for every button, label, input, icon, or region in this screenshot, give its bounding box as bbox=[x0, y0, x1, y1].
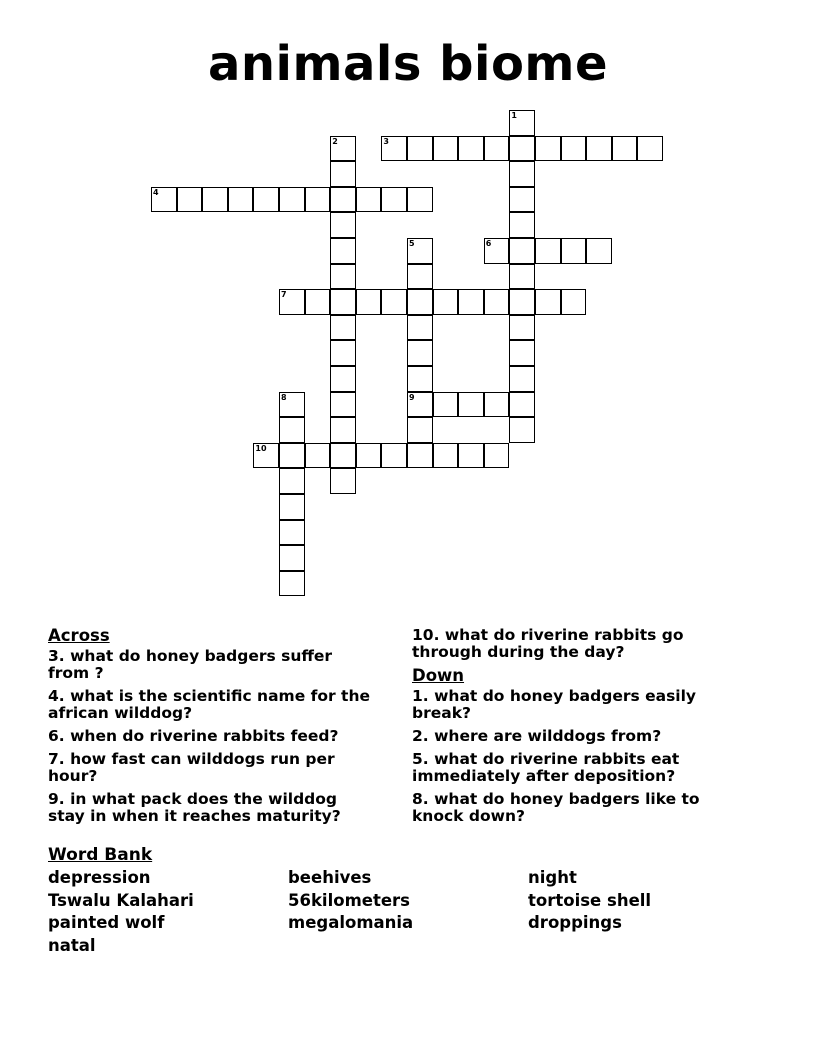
clue-item-text: what do honey badgers easily break? bbox=[412, 687, 697, 722]
grid-cell[interactable] bbox=[407, 187, 433, 213]
down-heading: Down bbox=[412, 666, 465, 685]
grid-cell[interactable] bbox=[381, 289, 407, 315]
grid-cell[interactable] bbox=[407, 264, 433, 290]
grid-cell[interactable] bbox=[305, 443, 331, 469]
clue-item bbox=[48, 791, 378, 825]
word-bank-item: tortoise shell bbox=[528, 890, 652, 910]
clue-item-text: in what pack does the wilddog stay in when it reaches maturity? bbox=[48, 790, 341, 825]
clue-item-text: what is the scientific name for the african wilddog? bbox=[48, 687, 371, 722]
word-bank-item: beehives bbox=[288, 868, 372, 887]
grid-cell[interactable] bbox=[330, 366, 356, 392]
grid-cell[interactable] bbox=[356, 187, 382, 213]
clues-right-column bbox=[412, 627, 742, 831]
grid-cell[interactable] bbox=[407, 289, 433, 315]
grid-cell[interactable] bbox=[305, 289, 331, 315]
word-bank-item: depression bbox=[48, 868, 151, 887]
grid-cell[interactable] bbox=[509, 289, 535, 315]
grid-cell[interactable] bbox=[433, 443, 459, 469]
clue-number: 10 bbox=[255, 443, 267, 453]
grid-cell[interactable] bbox=[561, 238, 587, 264]
clue-item bbox=[48, 728, 378, 745]
grid-cell[interactable] bbox=[202, 187, 228, 213]
word-bank-item: night bbox=[528, 868, 577, 887]
grid-cell[interactable] bbox=[381, 187, 407, 213]
grid-cell[interactable] bbox=[279, 571, 305, 597]
grid-cell[interactable] bbox=[356, 289, 382, 315]
grid-cell[interactable] bbox=[407, 136, 433, 162]
grid-cell[interactable] bbox=[509, 212, 535, 238]
grid-cell[interactable] bbox=[330, 417, 356, 443]
clue-item-number: 5. bbox=[412, 750, 429, 768]
clue-number: 4 bbox=[153, 187, 159, 197]
word-bank-item: Tswalu Kalahari bbox=[48, 890, 194, 910]
across-heading: Across bbox=[48, 626, 110, 645]
grid-cell[interactable] bbox=[561, 289, 587, 315]
clue-item-text: what do riverine rabbits go through during the day? bbox=[412, 626, 684, 661]
grid-cell[interactable] bbox=[253, 187, 279, 213]
clue-item-number: 3. bbox=[48, 647, 65, 665]
word-bank-item: 56kilometers bbox=[288, 890, 411, 910]
clue-item-number: 9. bbox=[48, 790, 65, 808]
word-bank-heading: Word Bank bbox=[48, 845, 153, 865]
grid-cell[interactable] bbox=[458, 289, 484, 315]
clue-item-number: 1. bbox=[412, 687, 429, 705]
grid-cell[interactable] bbox=[433, 136, 459, 162]
grid-cell[interactable] bbox=[484, 443, 510, 469]
clue-item-text: where are wilddogs from? bbox=[428, 727, 662, 745]
grid-cell[interactable] bbox=[535, 289, 561, 315]
grid-cell[interactable] bbox=[509, 366, 535, 392]
clue-number: 5 bbox=[409, 239, 415, 248]
clue-item-number: 7. bbox=[48, 750, 65, 768]
grid-cell[interactable] bbox=[509, 136, 535, 162]
grid-cell[interactable] bbox=[535, 136, 561, 162]
clue-item bbox=[412, 728, 742, 745]
grid-cell[interactable] bbox=[484, 136, 510, 162]
grid-cell[interactable] bbox=[330, 289, 356, 315]
grid-cell[interactable] bbox=[330, 392, 356, 418]
grid-cell[interactable] bbox=[330, 238, 356, 264]
grid-cell[interactable] bbox=[509, 315, 535, 341]
clue-item-number: 6. bbox=[48, 727, 65, 745]
word-bank bbox=[48, 845, 768, 957]
grid-cell[interactable] bbox=[433, 392, 459, 418]
grid-cell[interactable] bbox=[279, 187, 305, 213]
puzzle-title: animals biome bbox=[207, 36, 608, 92]
grid-cell[interactable] bbox=[330, 264, 356, 290]
grid-cell[interactable] bbox=[407, 340, 433, 366]
grid-cell[interactable] bbox=[177, 187, 203, 213]
grid-cell[interactable] bbox=[330, 468, 356, 494]
clue-number: 3 bbox=[383, 136, 389, 146]
clue-item bbox=[48, 648, 378, 682]
grid-cell[interactable] bbox=[509, 161, 535, 187]
grid-cell[interactable] bbox=[509, 238, 535, 264]
grid-cell[interactable] bbox=[381, 443, 407, 469]
grid-cell[interactable] bbox=[407, 417, 433, 443]
clue-item-text: when do riverine rabbits feed? bbox=[64, 727, 339, 745]
across-clue-list-continued bbox=[412, 627, 742, 661]
grid-cell[interactable] bbox=[279, 520, 305, 546]
grid-cell[interactable] bbox=[586, 238, 612, 264]
clue-item-number: 8. bbox=[412, 790, 429, 808]
grid-cell[interactable] bbox=[484, 392, 510, 418]
clue-number: 8 bbox=[281, 392, 287, 402]
grid-cell[interactable] bbox=[279, 468, 305, 494]
grid-cell[interactable] bbox=[279, 494, 305, 520]
grid-cell[interactable] bbox=[535, 238, 561, 264]
word-bank-item: natal bbox=[48, 935, 96, 955]
clue-item bbox=[412, 688, 742, 722]
grid-cell[interactable] bbox=[330, 161, 356, 187]
grid-cell[interactable] bbox=[228, 187, 254, 213]
grid-cell[interactable] bbox=[279, 545, 305, 571]
grid-cell[interactable] bbox=[509, 417, 535, 443]
clue-item-text: what do honey badgers like to knock down? bbox=[412, 790, 700, 825]
grid-cell[interactable] bbox=[433, 289, 459, 315]
clue-item-number: 4. bbox=[48, 687, 65, 705]
grid-cell[interactable] bbox=[407, 443, 433, 469]
word-bank-list bbox=[48, 867, 768, 957]
grid-cell[interactable] bbox=[330, 187, 356, 213]
grid-cell[interactable] bbox=[612, 136, 638, 162]
grid-cell[interactable] bbox=[330, 315, 356, 341]
grid-cell[interactable] bbox=[407, 315, 433, 341]
clue-item bbox=[412, 751, 742, 785]
word-bank-item: droppings bbox=[528, 913, 622, 932]
clue-item bbox=[412, 791, 742, 825]
clue-item bbox=[48, 688, 378, 722]
grid-cell[interactable] bbox=[458, 136, 484, 162]
word-bank-item: painted wolf bbox=[48, 913, 165, 932]
clue-item-number: 2. bbox=[412, 727, 429, 745]
clue-item-text: what do riverine rabbits eat immediately after deposition? bbox=[412, 750, 680, 785]
grid-cell[interactable] bbox=[509, 187, 535, 213]
grid-cell[interactable] bbox=[561, 136, 587, 162]
clue-item-text: what do honey badgers suffer from ? bbox=[48, 647, 333, 682]
clues-left-column bbox=[48, 627, 378, 831]
clue-item-text: how fast can wilddogs run per hour? bbox=[48, 750, 335, 785]
grid-cell[interactable] bbox=[586, 136, 612, 162]
grid-cell[interactable] bbox=[279, 443, 305, 469]
grid-cell[interactable] bbox=[509, 392, 535, 418]
clue-item-number: 10. bbox=[412, 626, 440, 644]
grid-cell[interactable] bbox=[330, 340, 356, 366]
grid-cell[interactable] bbox=[305, 187, 331, 213]
grid-cell[interactable] bbox=[458, 443, 484, 469]
grid-cell[interactable] bbox=[330, 212, 356, 238]
clue-number: 6 bbox=[485, 239, 492, 248]
grid-cell[interactable] bbox=[407, 366, 433, 392]
word-bank-item: megalomania bbox=[288, 913, 414, 932]
clue-item bbox=[48, 751, 378, 785]
grid-cell[interactable] bbox=[509, 264, 535, 290]
grid-cell[interactable] bbox=[637, 136, 663, 162]
grid-cell[interactable] bbox=[356, 443, 382, 469]
clue-number: 1 bbox=[511, 111, 517, 120]
down-clue-list bbox=[412, 688, 742, 825]
across-clue-list bbox=[48, 648, 378, 825]
grid-cell[interactable] bbox=[484, 289, 510, 315]
clue-number: 9 bbox=[409, 392, 415, 402]
clue-number: 2 bbox=[332, 136, 338, 146]
clue-item bbox=[412, 627, 742, 661]
grid-cell[interactable] bbox=[330, 443, 356, 469]
clue-number: 7 bbox=[281, 290, 287, 300]
grid-cell[interactable] bbox=[279, 417, 305, 443]
grid-cell[interactable] bbox=[509, 340, 535, 366]
grid-cell[interactable] bbox=[458, 392, 484, 418]
